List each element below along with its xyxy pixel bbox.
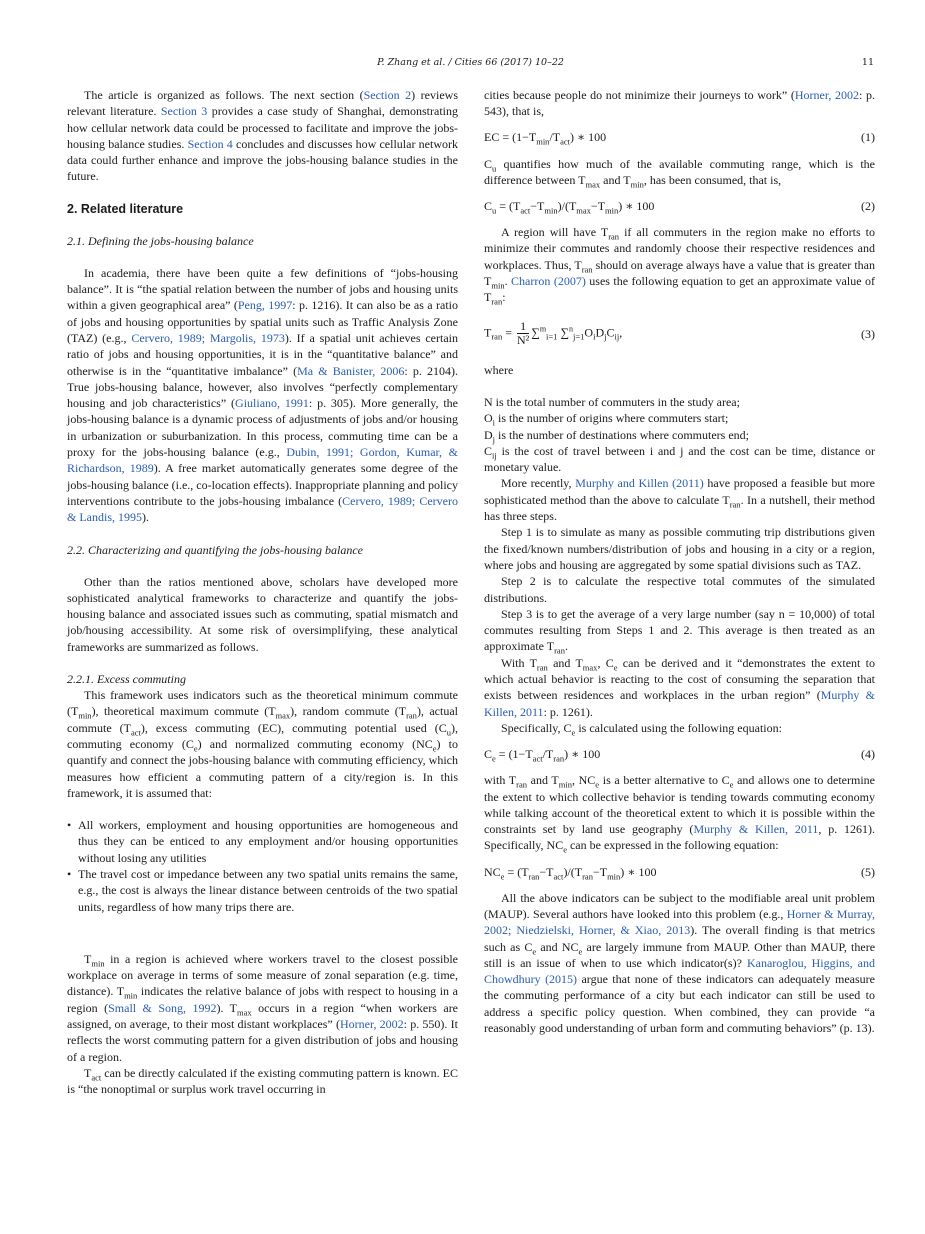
link-murphy-killen[interactable]: Murphy & Killen, 2011 bbox=[484, 688, 875, 719]
paragraph-ec-definition: cities because people do not minimize their journeys to work” (Horner, 2002: p. 543), that is, bbox=[484, 88, 875, 119]
list-item: • The travel cost or impedance between any two spatial units remains the same, e.g., the cost is always the linear distance between centroids of the two spatial units, regardless of how many trips there are. bbox=[78, 866, 458, 915]
paragraph-tmin: $T_{min}$ in a region is achieved where workers travel to the closest possible workplace on average in terms of some measure of zonal separation (e.g. time, distance). $T_{min}$ indicates the relative balance of jobs with respect to housing in a region (Small & Song, 1992). $T_{max}$ occurs in a region “when workers are assigned, on average, to their most distant workplaces” (Horner, 2002: p. 550). It reflects the worst commuting pattern for a given distribution of jobs and housing of a region. bbox=[67, 951, 459, 1064]
heading-characterizing: 2.2. Characterizing and quantifying the jobs-housing balance bbox=[67, 542, 363, 557]
heading-related-literature: 2. Related literature bbox=[67, 201, 184, 216]
definition-n: N is the total number of commuters in the study area; bbox=[484, 394, 740, 409]
step-2: Step 2 is to calculate the respective total commutes of the simulated distributions. bbox=[484, 574, 875, 605]
page-number: 11 bbox=[861, 57, 874, 68]
link-section-4[interactable]: Section 4 bbox=[187, 136, 233, 151]
step-1: Step 1 is to simulate as many as possible commuting trip distributions given the fixed/known numbers/distribution of jobs and housing in a city or a region, where jobs and housing are aggregated by some spatial divisions such as TAZ. bbox=[484, 525, 875, 572]
link-dubin-gordon[interactable]: Dubin, 1991; Gordon, Kumar, & Richardson, 1989 bbox=[67, 445, 458, 476]
equation-number: (4) bbox=[861, 747, 875, 762]
link-horner-murray[interactable]: Horner & Murray, 2002; Niedzielski, Horner, & Xiao, 2013 bbox=[484, 906, 875, 938]
definition-c: $C_{ij}$ is the cost of travel between i and j and the cost can be time, distance or monetary value. bbox=[484, 443, 875, 475]
link-murphy-killen[interactable]: Murphy & Killen, 2011 bbox=[693, 822, 819, 837]
equation-number: (3) bbox=[861, 326, 875, 341]
paragraph-tact: $T_{act}$ can be directly calculated if the existing commuting pattern is known. EC is “the nonoptimal or surplus work travel occurring in bbox=[67, 1065, 458, 1097]
paragraph-definitions: In academia, there have been quite a few definitions of “jobs-housing balance”. It is “the spatial relation between the number of jobs and housing units within a given geographical area” (Peng, 1997: p. 1216). It can also be as a ratio of jobs and housing opportunities by spatial units such as Traffic Analysis Zone (TAZ) (e.g., Cervero, 1989; Margolis, 1973). If a spatial unit achieves certain ratio of jobs and housing opportunities, it is in the “quantitative balance” and otherwise is in the “quantitative imbalance” (Ma & Banister, 2006: p. 2104). True jobs-housing balance, however, also involves “perfectly complementary housing and job characteristics” (Giuliano, 1991: p. 305). More generally, the jobs-housing balance is a dynamic process of adjustments of jobs and/or housing in urbanization or suburbanization. In this process, commuting time can be a proxy for the jobs-housing balance (e.g., Dubin, 1991; Gordon, Kumar, & Richardson, 1989). A free market automatically generates some degree of the jobs-housing balance (i.e., co-location effects). Inappropriate planning and policy interventions contribute to the jobs-housing imbalance (Cervero, 1989; Cervero & Landis, 1995). bbox=[67, 265, 459, 525]
equation-number: (5) bbox=[861, 864, 875, 879]
paragraph-ce-equation-intro: Specifically, $C_e$ is calculated using the following equation: bbox=[501, 720, 782, 738]
journal-citation: P. Zhang et al. / Cities 66 (2017) 10–22 bbox=[377, 57, 564, 68]
link-kanaroglou[interactable]: Kanaroglou, Higgins, and Chowdhury (2015) bbox=[484, 955, 875, 987]
left-column bbox=[67, 87, 458, 1098]
paragraph-tran: A region will have $T_{ran}$ if all commuters in the region make no efforts to minimize their commutes and randomly choose their respective residences and workplaces. Thus, $T_{ran}$ should on average always have a value that is greater than $T_{min}$. Charron (2007) uses the following equation to get an approximate value of $T_{ran}$: bbox=[484, 225, 876, 307]
equation-3: $T_{ran}$ = $\frac{1}{\text{N²}}$ ∑$^m_{i=1}$ $\sum^n_{j=1}O_iD_jC_{ij}$, (3) bbox=[484, 319, 875, 348]
step-3: Step 3 is to get the average of a very large number (say n = 10,000) of total commutes resulting from Steps 1 and 2. This average is then treated as an approximate $T_{ran}$. bbox=[484, 606, 875, 656]
link-charron-2007[interactable]: Charron (2007) bbox=[511, 274, 586, 289]
paragraph-cu: $C_u$ quantifies how much of the available commuting range, which is the difference between $T_{max}$ and $T_{min}$, has been consumed, that is, bbox=[484, 156, 875, 190]
link-cervero-margolis[interactable]: Cervero, 1989; Margolis, 1973 bbox=[131, 330, 285, 345]
link-section-2[interactable]: Section 2 bbox=[363, 88, 412, 102]
running-header bbox=[67, 57, 874, 73]
paragraph-maup: All the above indicators can be subject to the modifiable areal unit problem (MAUP). Several authors have looked into this problem (e.g., Horner & Murray, 2002; Niedzielski, Horner, & Xiao, 2013). The overall finding is that metrics such as $C_e$ and $NC_e$ are largely immune from MAUP. Other than MAUP, there still is an issue of when to use which indicator(s)? Kanaroglou, Higgins, and Chowdhury (2015) argue that none of these indicators can adequately measure the commuting performance of a city but each indicator can still be used to address a specific policy question. When combined, they can provide “a reasonably good understanding of urban form and commuting behaviors” (p. 13). bbox=[484, 890, 876, 1036]
paragraph-frameworks: Other than the ratios mentioned above, scholars have developed more sophisticated analytical frameworks to characterize and quantify the jobs-housing balance and associated issues such as commuting, spatial mismatch and job/housing accessibility. At some risk of oversimplifying, these analytical frameworks are summarized as follows. bbox=[67, 574, 458, 654]
heading-defining: 2.1. Defining the jobs-housing balance bbox=[67, 233, 254, 248]
link-section-3[interactable]: Section 3 bbox=[160, 104, 208, 119]
equation-4: $C_e = (1-T_{act}/T_{ran})$ ∗ 100 (4) bbox=[484, 747, 875, 764]
link-horner-2002[interactable]: Horner, 2002 bbox=[794, 88, 860, 102]
paragraph-indicators: This framework uses indicators such as the theoretical minimum commute $(T_{min})$, theoretical maximum commute $(T_{max})$, random commute $(T_{ran})$, actual commute $(T_{act})$, excess commuting (EC), commuting potential used $(C_u)$, commuting economy $(C_e)$ and normalized commuting economy $(NC_e)$ to quantify and connect the jobs-housing balance with commuting efficiency, which measures how efficient a commuting pattern of a city/region is. In this framework, it is assumed that: bbox=[67, 688, 458, 800]
link-peng-1997[interactable]: Peng, 1997 bbox=[237, 298, 293, 313]
link-horner-2002[interactable]: Horner, 2002 bbox=[339, 1017, 404, 1032]
list-item: • All workers, employment and housing opportunities are homogeneous and thus they can be enticed to any employment and/or housing opportunities without losing any utilities bbox=[78, 817, 458, 866]
definition-d: $D_j$ is the number of destinations where commuters end; bbox=[484, 427, 749, 444]
definition-o: $O_i$ is the number of origins where commuters start; bbox=[484, 411, 729, 428]
where-label: where bbox=[484, 362, 514, 377]
heading-excess-commuting: 2.2.1. Excess commuting bbox=[67, 672, 186, 687]
equation-5: $NC_e = (T_{ran}-T_{act})/(T_{ran}-T_{min})$ ∗ 100 (5) bbox=[484, 864, 875, 881]
paragraph-murphy-killen: More recently, Murphy and Killen (2011) have proposed a feasible but more sophisticated method than the above to calculate $T_{ran}$. In a nutshell, their method has three steps. bbox=[484, 476, 876, 524]
paragraph-ce-derivation: With $T_{ran}$ and $T_{max}$, $C_e$ can be derived and it “demonstrates the extent to which actual behavior is reacting to the cost of consuming the separation that exists between residences and workplaces in the urban region” (Murphy & Killen, 2011: p. 1261). bbox=[484, 655, 875, 719]
equation-1: EC = $(1-T_{min}/T_{act})$ ∗ 100 (1) bbox=[484, 130, 875, 147]
paragraph-organization: The article is organized as follows. The next section (Section 2) reviews relevant literature. Section 3 provides a case study of Shanghai, demonstrating how cellular network data could be processed to facilitate and improve the jobs-housing balance studies. Section 4 concludes and discusses how cellular network data could further enhance and improve the jobs-housing balance studies in the future. bbox=[67, 88, 458, 184]
equation-2: $C_u = (T_{act}-T_{min})/(T_{max}-T_{min})$ ∗ 100 (2) bbox=[484, 199, 875, 216]
equation-number: (1) bbox=[861, 130, 875, 145]
link-murphy-killen-2011[interactable]: Murphy and Killen (2011) bbox=[575, 476, 704, 491]
link-cervero-landis[interactable]: Cervero, 1989; Cervero & Landis, 1995 bbox=[67, 493, 458, 525]
right-column bbox=[484, 87, 875, 1036]
link-ma-banister[interactable]: Ma & Banister, 2006 bbox=[297, 363, 405, 378]
link-small-song[interactable]: Small & Song, 1992 bbox=[108, 1000, 217, 1015]
equation-number: (2) bbox=[861, 199, 875, 214]
paragraph-nce: with $T_{ran}$ and $T_{min}$, $NC_e$ is a better alternative to $C_e$ and allows one to determine the extent to which collective behavior is tending towards commuting economy while talking account of the theoretical extent to which it is possible within the constraints set by land use geography (Murphy & Killen, 2011, p. 1261). Specifically, $NC_e$ can be expressed in the following equation: bbox=[484, 773, 875, 855]
link-giuliano[interactable]: Giuliano, 1991 bbox=[235, 396, 309, 411]
assumptions-list bbox=[67, 817, 458, 915]
